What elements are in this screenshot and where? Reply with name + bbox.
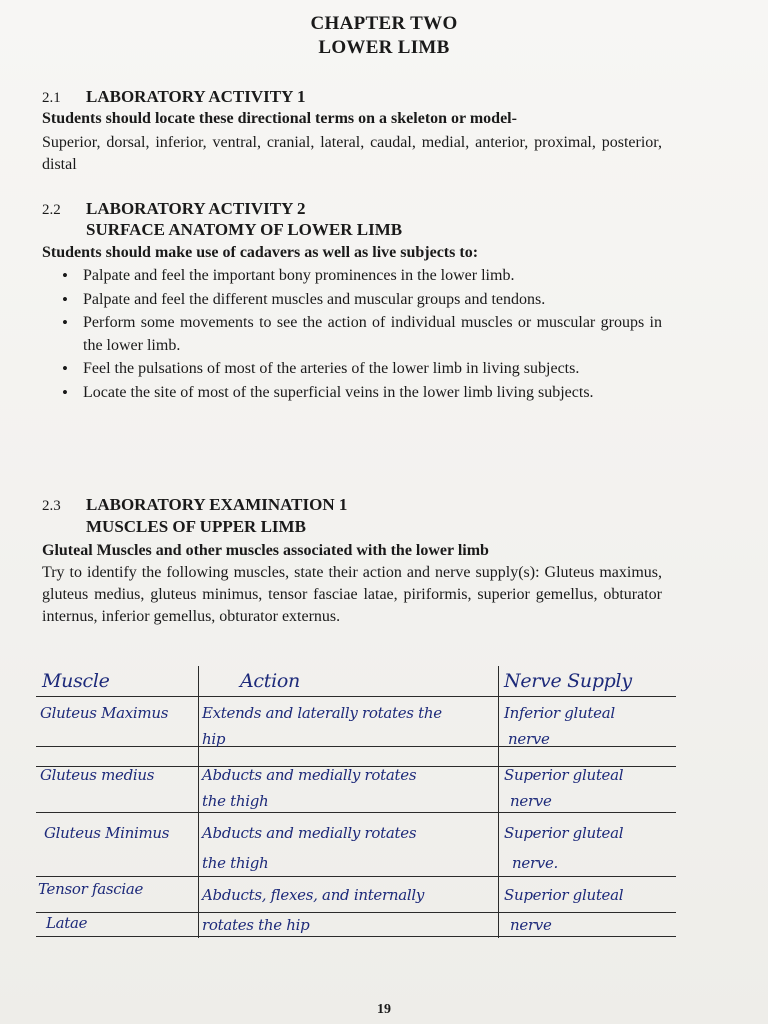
cell-muscle: Tensor fasciae (38, 880, 144, 898)
section-title: LABORATORY ACTIVITY 2 (86, 199, 306, 218)
chapter-header (0, 12, 768, 60)
section-2-1-heading (42, 86, 306, 109)
cell-muscle: Latae (46, 914, 88, 932)
chapter-title: LOWER LIMB (318, 37, 450, 58)
directional-terms: Superior, dorsal, inferior, ventral, cranial, lateral, caudal, medial, anterior, proximal, posterior, distal (42, 134, 662, 173)
section-number: 2.2 (42, 202, 61, 218)
cell-nerve: Inferior gluteal (504, 704, 615, 722)
cell-nerve: Superior gluteal (504, 886, 624, 904)
cell-action: hip (202, 730, 226, 748)
cell-action: the thigh (202, 792, 269, 810)
muscle-table (36, 666, 676, 946)
cell-action: Extends and laterally rotates the (202, 704, 442, 722)
section-2-1-intro: Students should locate these directional terms on a skeleton or model- (42, 110, 517, 127)
table-column-divider (198, 666, 199, 938)
bullet-item: • Palpate and feel the different muscles and muscular groups and tendons. (58, 289, 662, 312)
bullet-item: • Palpate and feel the important bony prominences in the lower limb. (58, 265, 662, 288)
cell-action: the thigh (202, 854, 269, 872)
section-2-2-heading (42, 198, 306, 221)
cell-nerve: Superior gluteal (504, 766, 624, 784)
section-title: LABORATORY EXAMINATION 1 (86, 495, 348, 514)
header-nerve-supply: Nerve Supply (504, 670, 632, 692)
bullet-item: • Perform some movements to see the action of individual muscles or muscular groups in the lower limb. (58, 312, 662, 357)
cell-action: Abducts, flexes, and internally (202, 886, 425, 904)
cell-action: Abducts and medially rotates (202, 824, 417, 842)
table-rule (36, 936, 676, 937)
cell-nerve: nerve (508, 730, 550, 748)
table-rule (36, 812, 676, 813)
cell-nerve: nerve (510, 792, 552, 810)
cell-action: rotates the hip (202, 916, 310, 934)
header-action: Action (240, 670, 300, 692)
bullet-item: • Locate the site of most of the superficial veins in the lower limb living subjects. (58, 382, 662, 405)
header-muscle: Muscle (42, 670, 110, 692)
cell-muscle: Gluteus Maximus (40, 704, 169, 722)
page-number: 19 (377, 1002, 391, 1017)
table-column-divider (498, 666, 499, 938)
chapter-label: CHAPTER TWO (310, 13, 458, 34)
activity-bullet-list (58, 265, 662, 405)
table-rule (36, 912, 676, 913)
section-number: 2.3 (42, 498, 61, 514)
cell-nerve: Superior gluteal (504, 824, 624, 842)
bullet-item: • Feel the pulsations of most of the arteries of the lower limb in living subjects. (58, 358, 662, 381)
section-2-3-intro: Gluteal Muscles and other muscles associated with the lower limb (42, 542, 489, 559)
section-number: 2.1 (42, 90, 61, 106)
table-rule (36, 876, 676, 877)
cell-muscle: Gluteus medius (40, 766, 155, 784)
cell-muscle: Gluteus Minimus (44, 824, 170, 842)
section-2-3-heading (42, 494, 347, 517)
section-title: LABORATORY ACTIVITY 1 (86, 87, 306, 106)
muscle-instructions: Try to identify the following muscles, state their action and nerve supply(s): Gluteus maximus, gluteus medius, gluteus minimus, tensor fasciae latae, piriformis, superior gemellus, obturator internus, inferior gemellus, obturator externus. (42, 564, 662, 625)
cell-nerve: nerve. (512, 854, 559, 872)
cell-action: Abducts and medially rotates (202, 766, 417, 784)
cell-nerve: nerve (510, 916, 552, 934)
section-2-2-intro: Students should make use of cadavers as well as live subjects to: (42, 244, 479, 261)
table-rule (36, 696, 676, 697)
table-rule (36, 746, 676, 747)
section-2-2-subtitle: SURFACE ANATOMY OF LOWER LIMB (86, 220, 403, 239)
section-2-3-subtitle: MUSCLES OF UPPER LIMB (86, 517, 306, 536)
